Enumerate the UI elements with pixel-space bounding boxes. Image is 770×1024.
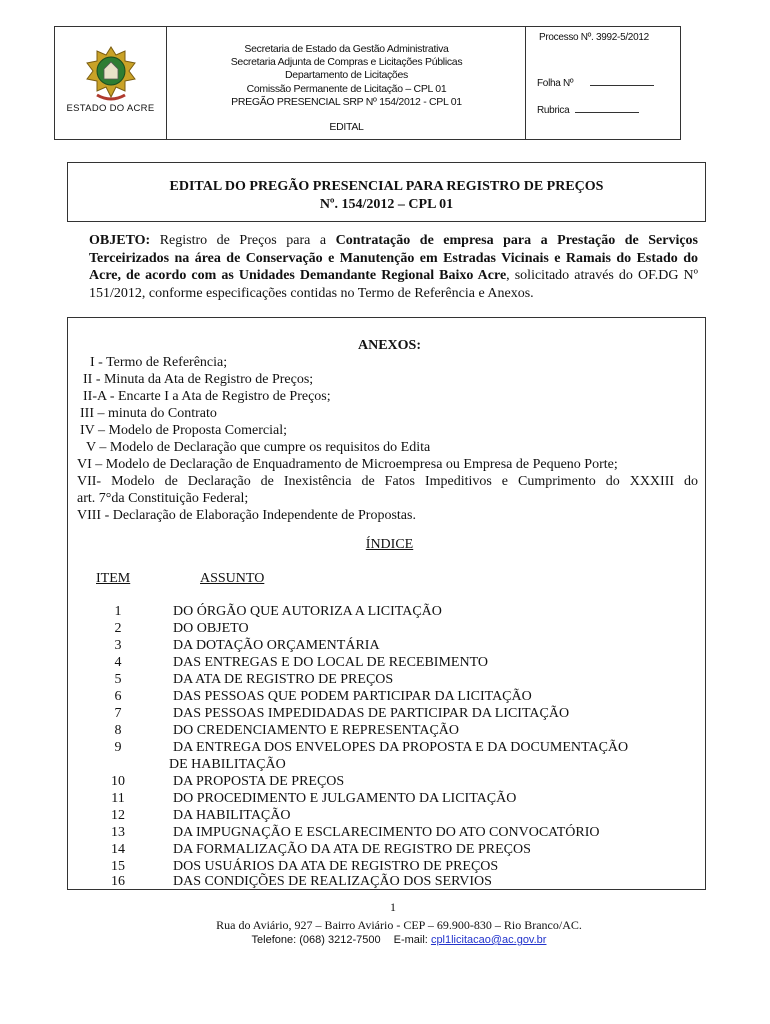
- header-line: Secretaria de Estado da Gestão Administrativa: [244, 43, 449, 55]
- indice-row-text: DA HABILITAÇÃO: [173, 808, 291, 823]
- footer-phone: Telefone: (068) 3212-7500: [251, 934, 381, 946]
- anexo-item: II-A - Encarte I a Ata de Registro de Preços;: [83, 389, 331, 404]
- objeto-intro: Registro de Preços para a: [150, 233, 336, 248]
- indice-row-text: DAS ENTREGAS E DO LOCAL DE RECEBIMENTO: [173, 655, 488, 670]
- indice-row-text: DAS PESSOAS IMPEDIDADAS DE PARTICIPAR DA LICITAÇÃO: [173, 706, 570, 721]
- header-line: Secretaria Adjunta de Compras e Licitações Públicas: [230, 56, 463, 68]
- indice-row-text: DOS USUÁRIOS DA ATA DE REGISTRO DE PREÇOS: [173, 859, 499, 874]
- indice-row-number: 3: [114, 638, 122, 653]
- footer-contact: [0, 934, 770, 946]
- folha-blank: [590, 85, 654, 86]
- indice-row-text: DA ATA DE REGISTRO DE PREÇOS: [173, 672, 394, 687]
- edital-label: EDITAL: [329, 121, 364, 133]
- indice-row-text: DA DOTAÇÃO ORÇAMENTÁRIA: [173, 638, 380, 653]
- indice-row-number: 1: [114, 604, 122, 619]
- indice-row-number: 9: [114, 740, 122, 755]
- objeto-paragraph: [89, 232, 698, 302]
- rubrica-label: Rubrica: [537, 105, 570, 116]
- anexo-item: IV – Modelo de Proposta Comercial;: [80, 423, 287, 438]
- anexo-item: VII- Modelo de Declaração de Inexistência de Fatos Impeditivos e Cumprimento do XXXIII do: [77, 474, 698, 489]
- header-process-cell: [526, 27, 680, 139]
- indice-row-number: 6: [114, 689, 122, 704]
- indice-row-text: DO ÓRGÃO QUE AUTORIZA A LICITAÇÃO: [173, 604, 442, 619]
- indice-row-number: 12: [111, 808, 125, 823]
- indice-row-number: 13: [111, 825, 125, 840]
- indice-row-number: 8: [114, 723, 122, 738]
- indice-row-number: 10: [111, 774, 125, 789]
- indice-row-text: DO OBJETO: [173, 621, 249, 636]
- process-number: Processo Nº. 3992-5/2012: [539, 32, 649, 43]
- header-logo-cell: [55, 27, 167, 139]
- indice-row-text: DAS PESSOAS QUE PODEM PARTICIPAR DA LICITAÇÃO: [173, 689, 532, 704]
- anexo-item: VI – Modelo de Declaração de Enquadramento de Microempresa ou Empresa de Pequeno Porte;: [77, 457, 618, 472]
- indice-row-text: DA IMPUGNAÇÃO E ESCLARECIMENTO DO ATO CONVOCATÓRIO: [173, 825, 600, 840]
- indice-row-number: 2: [114, 621, 122, 636]
- indice-row-text: DAS CONDIÇÕES DE REALIZAÇÃO DOS SERVIOS: [173, 874, 492, 889]
- header-institution-cell: [167, 27, 526, 139]
- indice-column-assunto: ASSUNTO: [200, 571, 265, 586]
- anexos-title: ANEXOS:: [357, 338, 421, 353]
- document-title-box: [67, 162, 706, 222]
- rubrica-field: [537, 105, 639, 116]
- state-coat-of-arms-icon: [85, 45, 137, 103]
- anexo-item: VIII - Declaração de Elaboração Independente de Propostas.: [77, 508, 416, 523]
- document-header: [54, 26, 681, 140]
- anexo-item: III – minuta do Contrato: [80, 406, 217, 421]
- indice-row-text: DA PROPOSTA DE PREÇOS: [173, 774, 345, 789]
- objeto-description: Contratação de empresa para a Prestação de Serviços Terceirizados na área de Conservação e Manutenção em Estradas Vicinais e Ramais do Estado do Acre, de acordo com as Unidades Demandante Regional Baixo Acre: [89, 233, 698, 283]
- anexos-indice-box: [67, 317, 706, 890]
- footer-email-label: E-mail:: [393, 934, 428, 946]
- indice-title: ÍNDICE: [365, 537, 414, 552]
- header-line: Departamento de Licitações: [285, 69, 408, 81]
- anexo-item: V – Modelo de Declaração que cumpre os requisitos do Edita: [86, 440, 431, 455]
- document-title: EDITAL DO PREGÃO PRESENCIAL PARA REGISTRO DE PREÇOS: [169, 179, 604, 194]
- footer-email-link[interactable]: cpl1licitacao@ac.gov.br: [430, 934, 547, 946]
- indice-row-text: DA FORMALIZAÇÃO DA ATA DE REGISTRO DE PREÇOS: [173, 842, 531, 857]
- state-label: ESTADO DO ACRE: [66, 103, 155, 114]
- header-line: PREGÃO PRESENCIAL SRP Nº 154/2012 - CPL 01: [231, 96, 462, 108]
- anexo-item: I - Termo de Referência;: [90, 355, 228, 370]
- header-line: Comissão Permanente de Licitação – CPL 01: [246, 83, 447, 95]
- indice-row-number: 7: [114, 706, 122, 721]
- indice-row-text: DE HABILITAÇÃO: [169, 757, 286, 772]
- anexo-item: II - Minuta da Ata de Registro de Preços;: [83, 372, 314, 387]
- document-number: Nº. 154/2012 – CPL 01: [319, 197, 454, 212]
- indice-row-number: 14: [111, 842, 125, 857]
- objeto-label: OBJETO:: [89, 233, 151, 248]
- objeto-rest: , solicitado através do OF.DG Nº 151/2012, conforme especificações contidas no Termo de Referência e Anexos.: [89, 268, 698, 301]
- indice-row-text: DO PROCEDIMENTO E JULGAMENTO DA LICITAÇÃO: [173, 791, 517, 806]
- indice-row-number: 5: [114, 672, 122, 687]
- indice-row-text: DA ENTREGA DOS ENVELOPES DA PROPOSTA E DA DOCUMENTAÇÃO: [173, 740, 629, 755]
- indice-row-number: 4: [114, 655, 122, 670]
- indice-row-number: 16: [111, 874, 125, 889]
- indice-row-number: 11: [111, 791, 125, 806]
- indice-column-item: ITEM: [96, 571, 131, 586]
- rubrica-blank: [575, 112, 639, 113]
- page-number: 1: [390, 900, 396, 914]
- folha-label: Folha Nº: [537, 78, 574, 89]
- footer-address: Rua do Aviário, 927 – Bairro Aviário - CEP – 69.900-830 – Rio Branco/AC.: [216, 918, 582, 932]
- folha-field: [537, 78, 654, 89]
- anexo-item-continuation: art. 7°da Constituição Federal;: [77, 491, 249, 506]
- indice-row-text: DO CREDENCIAMENTO E REPRESENTAÇÃO: [173, 723, 460, 738]
- indice-row-number: 15: [111, 859, 125, 874]
